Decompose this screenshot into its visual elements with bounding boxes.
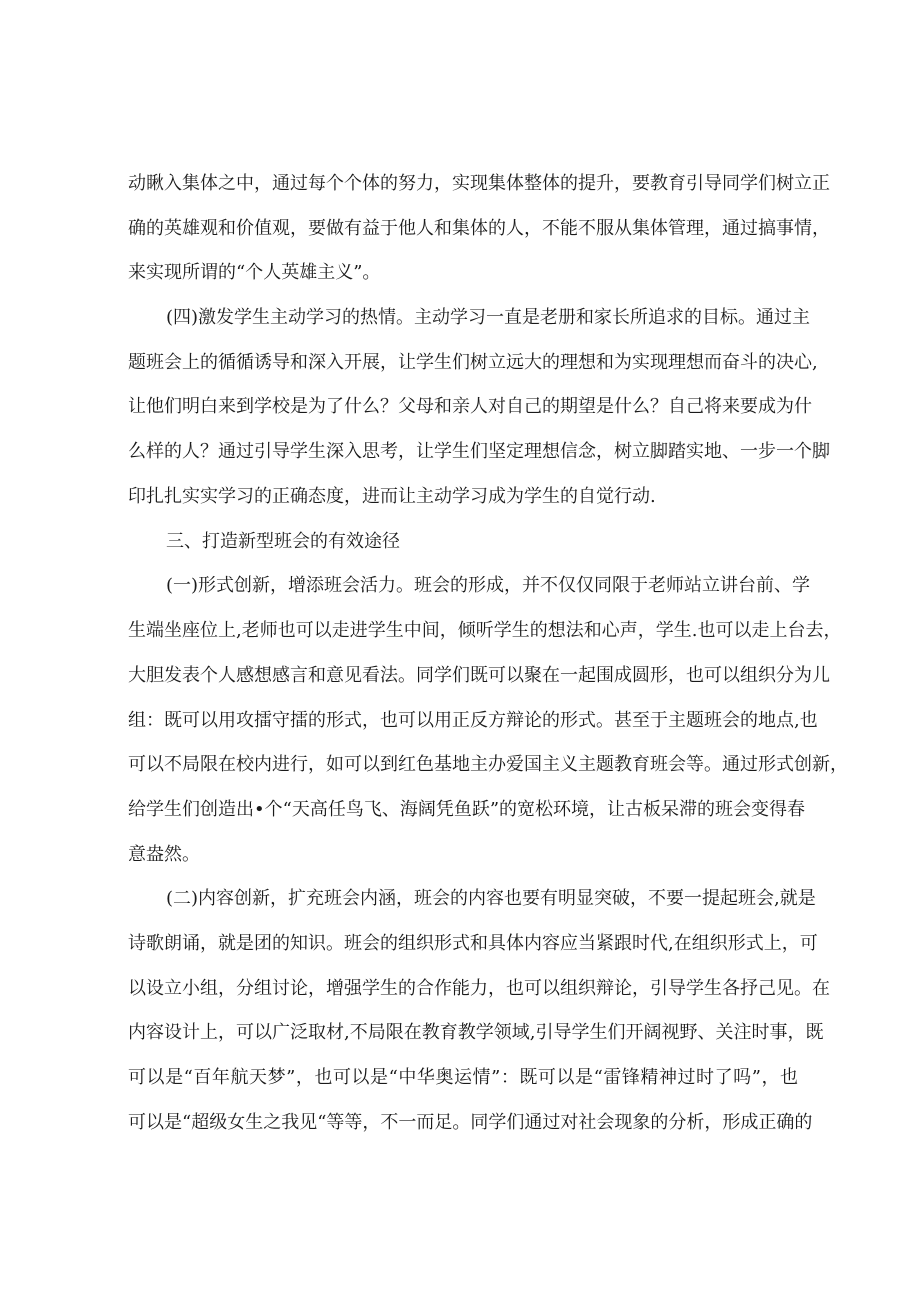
paragraph-first-line: (四)激发学生主动学习的热情。主动学习一直是老册和家长所追求的目标。通过主 xyxy=(166,307,811,328)
text-line: 内容设计上，可以广泛取材,不局限在教育教学领域,引导学生们开阔视野、关注时事，既 xyxy=(128,1022,824,1043)
text-line: 可以是“百年航天梦”，也可以是“中华奥运情”：既可以是“雷锋精神过时了吗”，也 xyxy=(128,1067,798,1088)
text-line: 大胆发表个人感想感言和意见看法。同学们既可以聚在一起围成圆形，也可以组织分为儿 xyxy=(128,665,830,686)
text-line: 可以不局限在校内进行，如可以到红色基地主办爱国主义主题教育班会等。通过形式创新， xyxy=(128,754,848,775)
text-line: 确的英雄观和价值观，要做有益于他人和集体的人，不能不服从集体管理，通过搞事情， xyxy=(128,218,830,239)
text-line: 意盎然。 xyxy=(128,844,200,865)
text-line: 诗歌朗诵，就是团的知识。班会的组织形式和具体内容应当紧跟时代,在组织形式上，可 xyxy=(128,933,818,954)
text-line: 题班会上的循循诱导和深入开展，让学生们树立远大的理想和为实现理想而奋斗的决心, xyxy=(128,352,818,373)
text-line: 给学生们创造出•个“天高任鸟飞、海阔凭鱼跃”的宽松环境，让古板呆滞的班会变得春 xyxy=(128,799,806,820)
text-line: 来实现所谓的“个人英雄主义”。 xyxy=(128,262,381,283)
paragraph-first-line: (一)形式创新，增添班会活力。班会的形成，并不仅仅同限于老师站立讲台前、学 xyxy=(166,575,811,596)
text-line: 生端坐座位上,老师也可以走进学生中间，倾听学生的想法和心声，学生.也可以走上台去， xyxy=(128,620,842,641)
text-line: 以设立小组，分组讨论，增强学生的合作能力，也可以组织辩论，引导学生各抒己见。在 xyxy=(128,978,830,999)
text-line: 可以是“超级女生之我见“等等，不一而足。同学们通过对社会现象的分析，形成正确的 xyxy=(128,1112,813,1133)
text-line: 让他们明白来到学校是为了什么？父母和亲人对自己的期望是什么？自己将来要成为什 xyxy=(128,396,812,417)
text-line: 动瞅入集体之中，通过每个个体的努力，实现集体整体的提升，要教育引导同学们树立正 xyxy=(128,173,830,194)
section-heading: 三、打造新型班会的有效途径 xyxy=(166,531,400,552)
text-line: 印扎扎实实学习的正确态度，进而让主动学习成为学生的自觉行动. xyxy=(128,486,656,507)
text-line: 么样的人？通过引导学生深入思考，让学生们坚定理想信念，树立脚踏实地、一步一个脚 xyxy=(128,441,830,462)
paragraph-first-line: (二)内容创新，扩充班会内涵，班会的内容也要有明显突破，不要一提起班会,就是 xyxy=(166,888,816,909)
text-line: 组：既可以用攻擂守擂的形式，也可以用正反方辩论的形式。甚至于主题班会的地点,也 xyxy=(128,710,818,731)
